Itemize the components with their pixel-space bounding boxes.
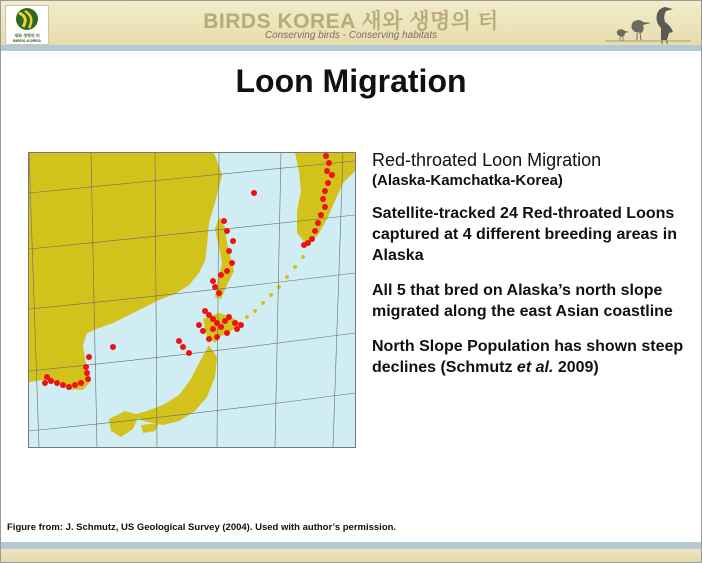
info-paragraph-2: All 5 that bred on Alaska’s north slope migrated along the east Asian coastline xyxy=(372,282,673,320)
loon-location-point xyxy=(186,350,192,356)
loon-location-point xyxy=(85,376,91,382)
loon-location-point xyxy=(322,188,328,194)
loon-location-point xyxy=(42,380,48,386)
loon-location-point xyxy=(322,204,328,210)
loon-location-point xyxy=(230,238,236,244)
loon-location-point xyxy=(251,190,257,196)
loon-location-point xyxy=(60,382,66,388)
loon-location-point xyxy=(72,382,78,388)
loon-location-point xyxy=(200,328,206,334)
loon-location-point xyxy=(226,248,232,254)
header-banner xyxy=(1,1,701,45)
info-paragraph-1: Satellite-tracked 24 Red-throated Loons captured at 4 different breeding areas in Alaska xyxy=(372,205,677,264)
loon-location-point xyxy=(224,228,230,234)
loon-location-point xyxy=(84,370,90,376)
loon-location-point xyxy=(320,196,326,202)
loon-location-point xyxy=(44,374,50,380)
loon-location-point xyxy=(325,180,331,186)
loon-location-point xyxy=(218,272,224,278)
loon-location-point xyxy=(216,290,222,296)
loon-location-point xyxy=(326,160,332,166)
loon-location-point xyxy=(110,344,116,350)
loon-location-point xyxy=(214,334,220,340)
loon-location-point xyxy=(86,354,92,360)
page-title: Loon Migration xyxy=(235,63,467,99)
loon-location-point xyxy=(312,228,318,234)
loon-location-point xyxy=(323,153,329,159)
loon-location-point xyxy=(83,364,89,370)
info-heading: Red-throated Loon Migration xyxy=(372,150,602,170)
loon-location-point xyxy=(315,220,321,226)
footer-divider xyxy=(1,542,701,549)
loon-location-point xyxy=(234,326,240,332)
logo-text-english: BIRDS KOREA xyxy=(12,38,41,43)
wading-birds-icon xyxy=(595,2,693,44)
loon-location-point xyxy=(324,168,330,174)
loon-location-point xyxy=(78,380,84,386)
migration-map xyxy=(28,152,356,448)
loon-location-point xyxy=(318,212,324,218)
loon-location-point xyxy=(221,218,227,224)
loon-location-point xyxy=(176,338,182,344)
footer-bar xyxy=(1,549,701,562)
logo-text-korean: 새와 생명의 터 xyxy=(14,33,40,38)
loon-location-point xyxy=(329,172,335,178)
loon-location-point xyxy=(206,336,212,342)
header-divider xyxy=(1,45,701,51)
brand-title: BIRDS KOREA 새와 생명의 터 xyxy=(203,10,499,33)
loon-location-point xyxy=(180,344,186,350)
loon-location-point xyxy=(232,320,238,326)
info-paragraph-3-year: 2009) xyxy=(553,359,599,376)
brand-subtitle: Conserving birds - Conserving habitats xyxy=(264,30,438,41)
loon-location-point xyxy=(210,278,216,284)
info-paragraph-3-text: North Slope Population has shown steep declines (Schmutz xyxy=(372,338,684,376)
loon-location-point xyxy=(224,268,230,274)
loon-location-point xyxy=(224,330,230,336)
loon-location-point xyxy=(229,260,235,266)
loon-location-point xyxy=(218,324,224,330)
loon-location-point xyxy=(196,322,202,328)
loon-location-point xyxy=(54,380,60,386)
info-paragraph-3-italic: et al. xyxy=(516,359,554,376)
loon-location-point xyxy=(66,384,72,390)
loon-location-point xyxy=(210,326,216,332)
loon-location-point xyxy=(301,242,307,248)
info-paragraph-3 xyxy=(372,336,692,378)
figure-caption: Figure from: J. Schmutz, US Geological Survey (2004). Used with author’s permission. xyxy=(7,522,397,533)
info-subheading: (Alaska-Kamchatka-Korea) xyxy=(372,172,563,189)
migration-map-svg xyxy=(29,153,355,447)
info-panel xyxy=(372,149,692,392)
loon-location-point xyxy=(212,284,218,290)
loon-location-point xyxy=(226,314,232,320)
